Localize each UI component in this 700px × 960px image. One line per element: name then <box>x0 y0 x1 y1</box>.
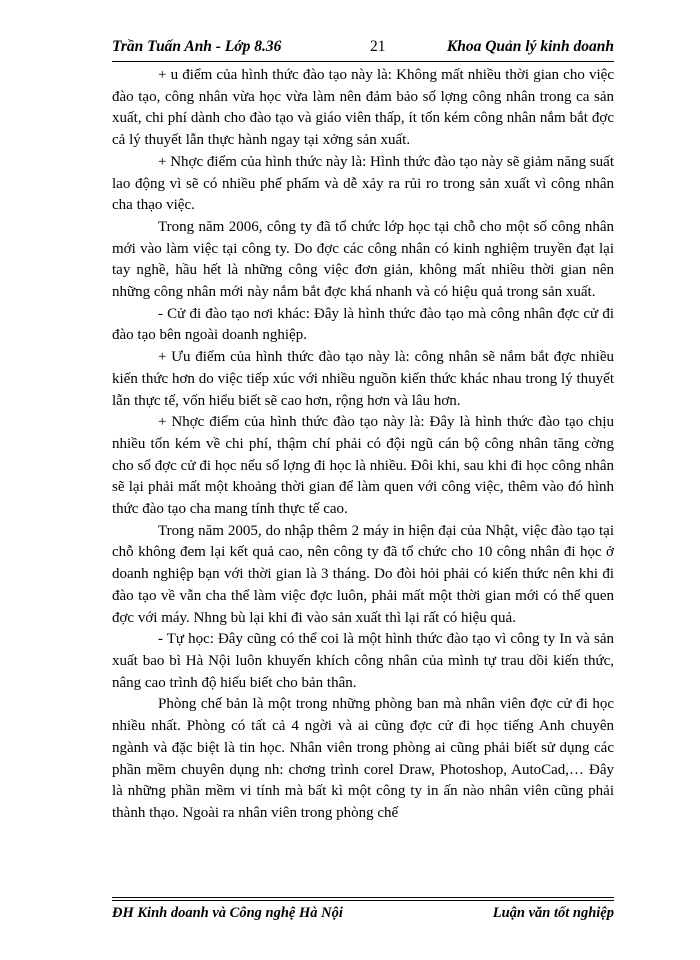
page-footer <box>112 905 614 927</box>
paragraph: Trong năm 2005, do nhập thêm 2 máy in hiện đại của Nhật, việc đào tạo tại chỗ không đem lại kết quả cao, nên công ty đã tổ chức cho 10 công nhân đi học ở doanh nghiệp bạn với thời gian là 3 tháng. Do đòi hỏi phải có kiến thức nên khi đi đào tạo về vẫn cha thể làm việc đợc luôn, phải mất một thời gian mới có thể quen đợc với máy. Nhng bù lại khi đi vào sản xuất thì lại rất có hiệu quả. <box>112 522 614 626</box>
header-page-number: 21 <box>370 38 386 55</box>
paragraph: + u điểm của hình thức đào tạo này là: Không mất nhiều thời gian cho việc đào tạo, công nhân vừa học vừa làm nên đảm bảo số lợng công nhân trong ca sản xuất, chi phí dành cho đào tạo và giáo viên thấp, ít tốn kém công nhân nắm bắt đợc cả lý thuyết lẫn thực hành ngay tại xởng sản xuất. <box>112 67 614 149</box>
footer-thesis: Luận văn tốt nghiệp <box>492 905 614 921</box>
paragraph: - Tự học: Đây cũng có thể coi là một hình thức đào tạo vì công ty In và sản xuất bao bì Hà Nội luôn khuyến khích công nhân của mình tự trau dồi kiến thức, nâng cao trình độ hiểu biết cho bản thân. <box>112 631 614 691</box>
header-rule <box>112 61 614 62</box>
footer-rule-double <box>112 900 614 901</box>
header-author: Trần Tuấn Anh - Lớp 8.36 <box>112 38 282 55</box>
paragraph: Phòng chế bản là một trong những phòng ban mà nhân viên đợc cử đi học nhiều nhất. Phòng có tất cả 4 ngời và ai cũng đợc cử đi học tiếng Anh chuyên ngành và đặc biệt là tin học. Nhân viên trong phòng ai cũng phải biết sử dụng các phần mềm chuyên dụng nh: chơng trình corel Draw, Photoshop, AutoCad,… Đây là những phần mềm vi tính mà bất kì một công ty in ấn nào nhân viên cũng phải thành thạo. Ngoài ra nhân viên trong phòng chế <box>112 696 614 821</box>
paragraph: + Nhợc điểm của hình thức đào tạo này là: Đây là hình thức đào tạo chịu nhiều tốn kém về chi phí, thậm chí phải có đội ngũ cán bộ công nhân tăng cờng cho số đợc cử đi học nếu số lợng đi học là nhiều. Đôi khi, sau khi đi học công nhân sẽ lại phải mất một khoảng thời gian để làm quen với công việc, thêm vào đó hình thức đào tạo cha mang tính thực tế cao. <box>112 414 614 518</box>
header-faculty: Khoa Quản lý kinh doanh <box>446 38 614 55</box>
page-header <box>112 38 614 60</box>
footer-university: ĐH Kinh doanh và Công nghệ Hà Nội <box>112 905 343 921</box>
document-body <box>112 65 614 825</box>
footer-rule <box>112 897 614 898</box>
paragraph: Trong năm 2006, công ty đã tổ chức lớp học tại chỗ cho một số công nhân mới vào làm việc tại công ty. Do đợc các công nhân có kinh nghiệm truyền đạt lại tay nghề, hầu hết là những công việc đơn giản, không mất nhiều thời gian nên những công nhân mới này nắm bắt đợc khá nhanh và có hiệu quả trong sản xuất. <box>112 218 614 301</box>
paragraph: + Nhợc điểm của hình thức này là: Hình thức đào tạo này sẽ giảm năng suất lao động vì sẽ có nhiều phế phẩm và dễ xảy ra rủi ro trong sản xuất vì công nhân cha thạo việc. <box>112 153 614 214</box>
paragraph: - Cử đi đào tạo nơi khác: Đây là hình thức đào tạo mà công nhân đợc cử đi đào tạo bên ngoài doanh nghiệp. <box>112 305 614 344</box>
paragraph: + Ưu điểm của hình thức đào tạo này là: công nhân sẽ nắm bắt đợc nhiều kiến thức hơn do việc tiếp xúc với nhiều nguồn kiến thức khác nhau trong lý thuyết lẫn thực tế, vốn hiểu biết sẽ cao hơn, rộng hơn và lâu hơn. <box>112 349 614 409</box>
